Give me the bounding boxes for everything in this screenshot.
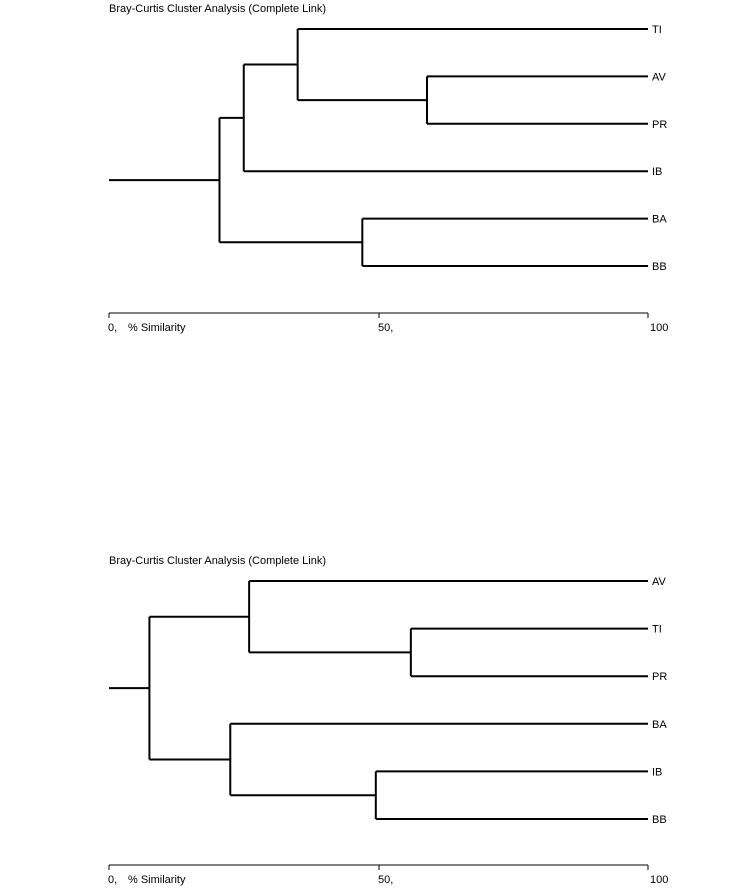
axis-tick-label-100: 100 bbox=[650, 874, 669, 886]
leaf-label-bb: BB bbox=[652, 261, 667, 273]
axis-tick-label-0: 0, bbox=[108, 322, 118, 334]
axis-label: % Similarity bbox=[128, 874, 186, 886]
leaf-label-ba: BA bbox=[652, 718, 667, 731]
leaf-label-pr: PR bbox=[652, 671, 668, 684]
leaf-label-ib: IB bbox=[652, 166, 663, 179]
leaf-label-ti: TI bbox=[652, 24, 662, 36]
axis-tick-label-50: 50, bbox=[378, 322, 394, 334]
leaf-label-av: AV bbox=[652, 71, 666, 84]
dendrogram-panel-2 bbox=[108, 555, 668, 886]
axis-tick-label-50: 50, bbox=[378, 874, 394, 886]
dendrogram-panel-1 bbox=[108, 3, 668, 334]
axis-tick-label-0: 0, bbox=[108, 874, 118, 886]
leaf-label-pr: PR bbox=[652, 118, 668, 131]
leaf-label-bb: BB bbox=[652, 814, 667, 826]
axis-tick-label-100: 100 bbox=[650, 322, 669, 334]
similarity-axis bbox=[108, 313, 668, 334]
leaf-label-ib: IB bbox=[652, 766, 663, 779]
axis-label: % Similarity bbox=[128, 322, 186, 334]
leaf-label-ba: BA bbox=[652, 213, 667, 226]
leaf-label-av: AV bbox=[652, 576, 666, 588]
leaf-label-ti: TI bbox=[652, 623, 662, 636]
cluster-tree bbox=[109, 24, 667, 273]
similarity-axis bbox=[108, 865, 668, 886]
cluster-tree bbox=[109, 576, 667, 826]
dendrogram-title: Bray-Curtis Cluster Analysis (Complete Link) bbox=[109, 555, 327, 567]
dendrogram-title: Bray-Curtis Cluster Analysis (Complete Link) bbox=[109, 3, 327, 15]
